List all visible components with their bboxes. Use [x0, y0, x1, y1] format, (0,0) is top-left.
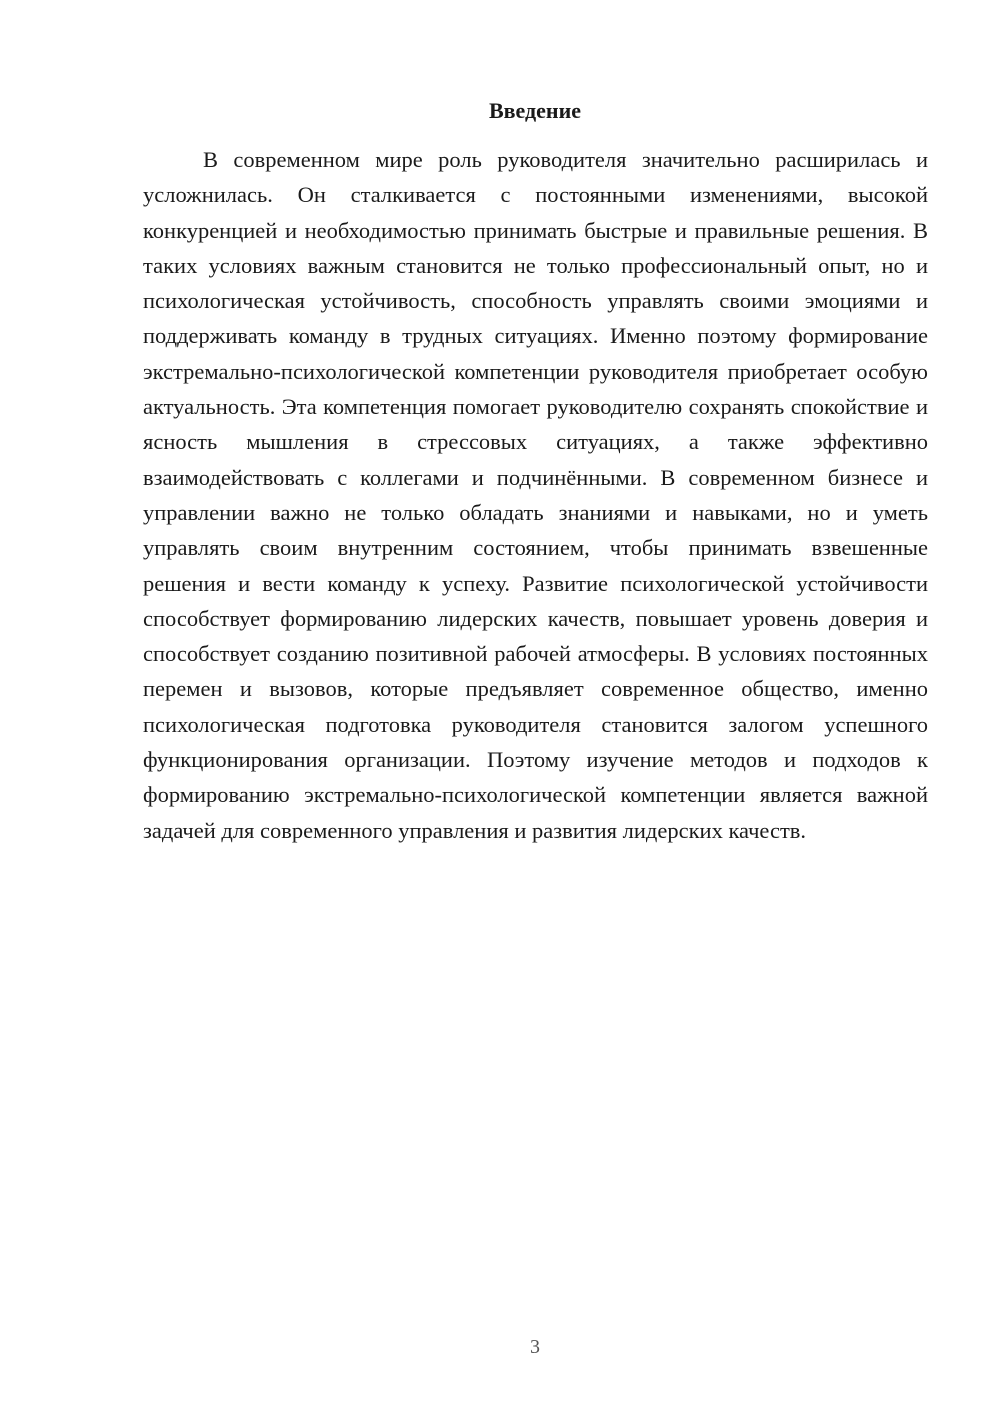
paragraph: В современном мире роль руководителя значительно расширилась и усложнилась. Он сталкивается с постоянными изменениями, высокой конкуренцией и необходимостью принимать быстрые и правильные решения. В таких условиях важным становится не только профессиональный опыт, но и психологическая устойчивость, способность управлять своими эмоциями и поддерживать команду в трудных ситуациях. Именно поэтому формирование экстремально-психологической компетенции руководителя приобретает особую актуальность. Эта компетенция помогает руководителю сохранять спокойствие и ясность мышления в стрессовых ситуациях, а также эффективно взаимодействовать с коллегами и подчинёнными. В современном бизнесе и управлении важно не только обладать знаниями и навыками, но и уметь управлять своим внутренним состоянием, чтобы принимать взвешенные решения и вести команду к успеху. Развитие психологической устойчивости способствует формированию лидерских качеств, повышает уровень доверия и способствует созданию позитивной рабочей атмосферы. В условиях постоянных перемен и вызовов, которые предъявляет современное общество, именно психологическая подготовка руководителя становится залогом успешного функционирования организации. Поэтому изучение методов и подходов к формированию экстремально-психологической компетенции является важной задачей для современного управления и развития лидерских качеств. [143, 147, 928, 843]
page-number: 3 [530, 1336, 540, 1358]
section-title: Введение [488, 98, 582, 123]
body-text [143, 142, 928, 848]
